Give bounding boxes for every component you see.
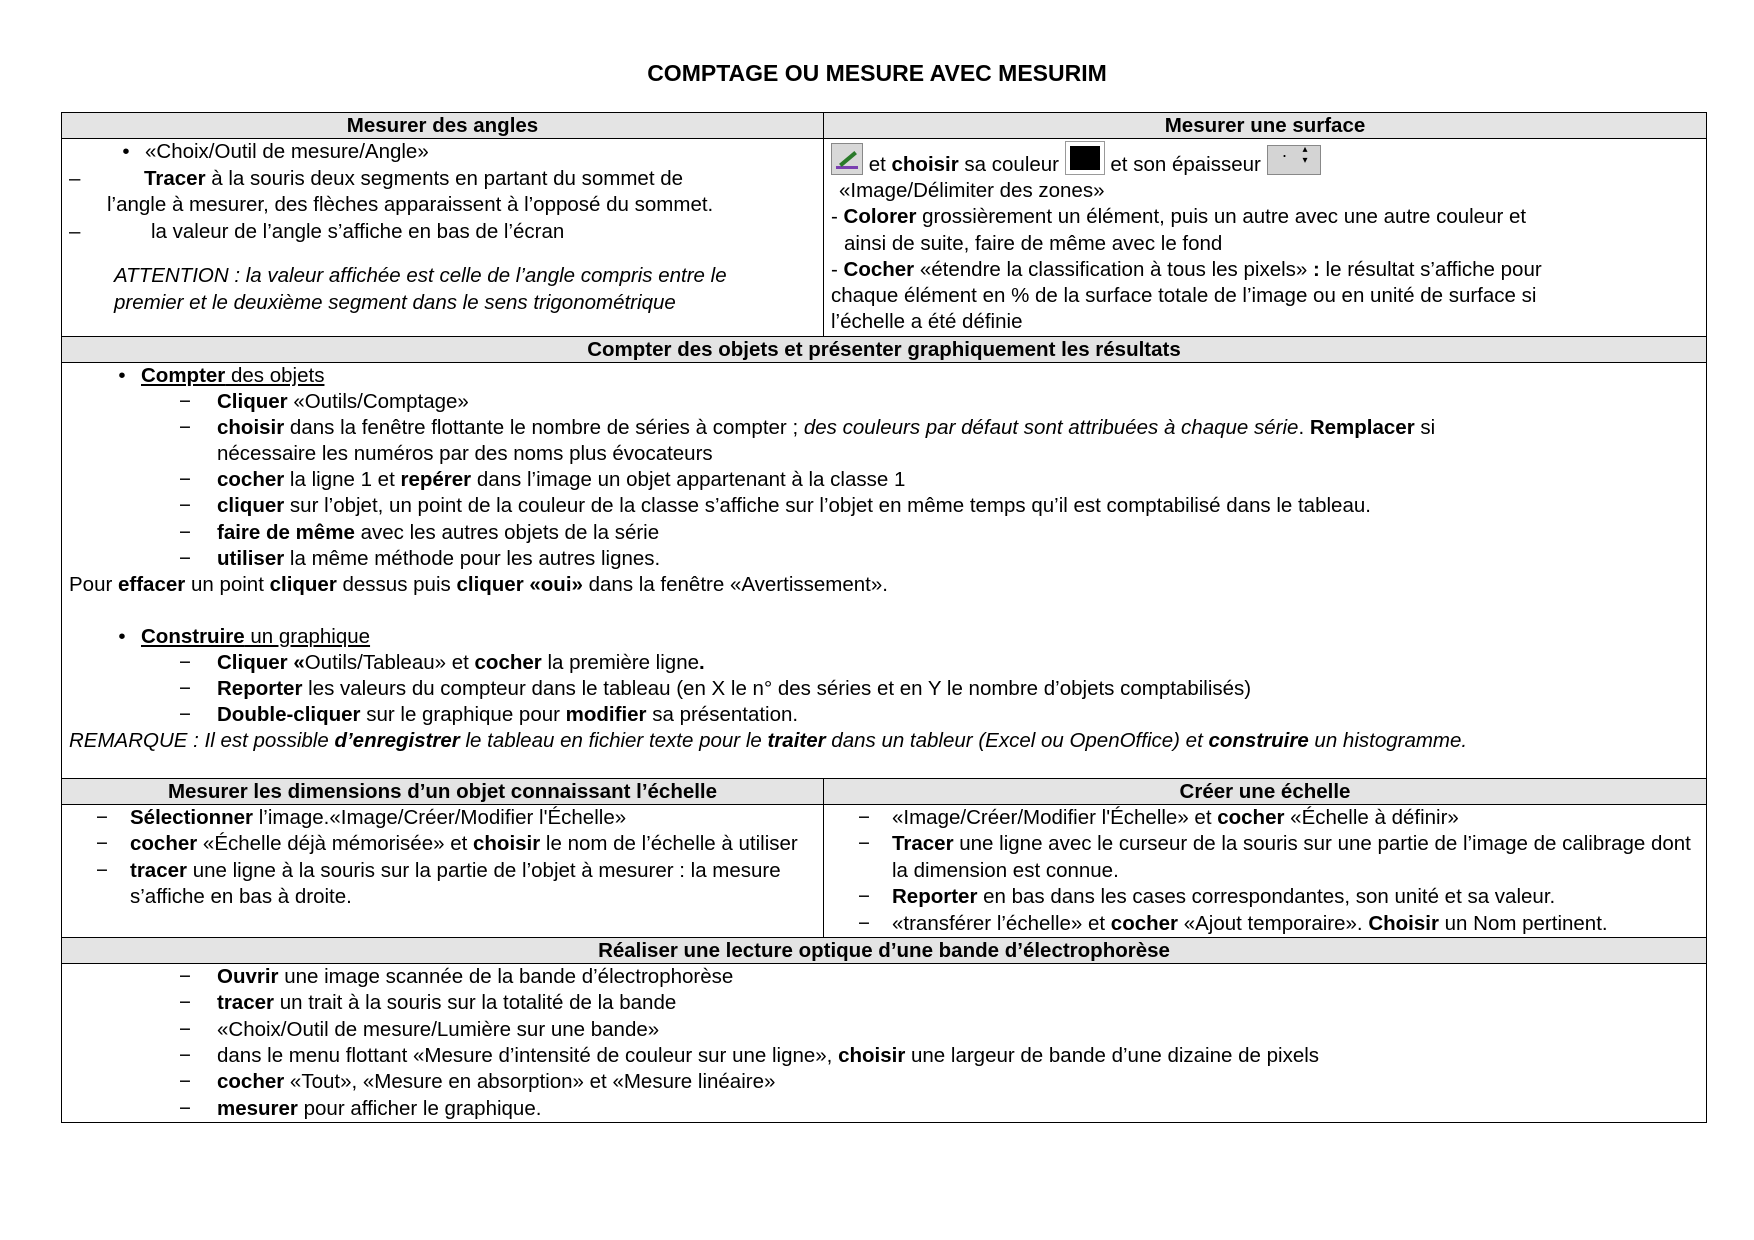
- cell-angles: • «Choix/Outil de mesure/Angle» – Tracer à la souris deux segments en partant du sommet de l’angle à mesurer, des flèches apparaissent à l’opposé du sommet. – la valeur de l’angle s’affiche en bas de l’écran ATTENTION : la valeur affichée est celle de l’angle compris entre le premier et le deuxième segment dans le sens trigonométrique: [62, 139, 824, 337]
- pencil-tool-icon[interactable]: [831, 143, 863, 175]
- header-surface: Mesurer une surface: [824, 113, 1707, 139]
- remarque-note: REMARQUE : Il est possible d’enregistrer le tableau en fichier texte pour le traiter dans un tableur (Excel ou OpenOffice) et construire un histogramme.: [69, 729, 1468, 753]
- dash: –: [69, 166, 81, 190]
- header-dimensions: Mesurer les dimensions d’un objet connaissant l’échelle: [62, 779, 824, 805]
- cell-compter: • Compter des objets − Cliquer «Outils/Comptage» − choisir dans la fenêtre flottante le nombre de séries à compter ; des couleurs par défaut sont attribuées à chaque série. Remplacer si nécessaire les numéros par des noms plus évocateurs − cocher la ligne 1 et repérer dans l’image un objet appartenant à la classe 1 − cliquer sur l’objet, un point de la couleur de la classe s’affiche sur l’objet en même temps qu’il est comptabilisé dans le tableau. − faire de même avec les autres objets de la série − utiliser la même méthode pour les autres lignes. Pour effacer un point cliquer dessus puis cliquer «oui» dans la fenêtre «Avertissement». • Construire un graphique − Cliquer «Outils/Tableau» et cocher la première ligne. − Reporter les valeurs du compteur dans le tableau (en X le n° des séries et en Y le nombre d’objets comptabilisés) − Double-cliquer sur le graphique pour modifier sa présentation. REMARQUE : Il est possible d’enregistrer le tableau en fichier texte pour le traiter dans un tableur (Excel ou OpenOffice) et construire un histogramme.: [62, 363, 1707, 779]
- cell-surface: et choisir sa couleur et son épaisseur · ▴▾ «Image/Délimiter des zones» - Colorer grossièrement un élément, puis un autre avec une autre couleur et ainsi de suite, faire de même avec le fond - Cocher «étendre la classification à tous les pixels» : le résultat s’affiche pour chaque élément en % de la surface totale de l’image ou en unité de surface si l’échelle a été définie: [824, 139, 1707, 337]
- thickness-spinner-icon[interactable]: [1267, 145, 1321, 175]
- cell-electro: − Ouvrir une image scannée de la bande d’électrophorèse − tracer un trait à la souris sur la totalité de la bande − «Choix/Outil de mesure/Lumière sur une bande» − dans le menu flottant «Mesure d’intensité de couleur sur une ligne», choisir une largeur de bande d’une dizaine de pixels − cocher «Tout», «Mesure en absorption» et «Mesure linéaire» − mesurer pour afficher le graphique.: [62, 964, 1707, 1123]
- instruction-table: [61, 112, 1706, 1123]
- header-echelle: Créer une échelle: [824, 779, 1707, 805]
- cell-echelle: − «Image/Créer/Modifier l'Échelle» et cocher «Échelle à définir» − Tracer une ligne avec le curseur de la souris sur une partie de l’image de calibrage dont la dimension est connue. − Reporter en bas dans les cases correspondantes, son unité et sa valeur. − «transférer l’échelle» et cocher «Ajout temporaire». Choisir un Nom pertinent.: [824, 805, 1707, 938]
- header-electro: Réaliser une lecture optique d’une bande d’électrophorèse: [62, 938, 1707, 964]
- color-swatch-icon[interactable]: [1065, 141, 1105, 175]
- page-title: COMPTAGE OU MESURE AVEC MESURIM: [647, 60, 1107, 86]
- effacer-note: Pour effacer un point cliquer dessus puis cliquer «oui» dans la fenêtre «Avertissement».: [69, 572, 888, 596]
- attention-note: ATTENTION : la valeur affichée est celle de l’angle compris entre le: [114, 264, 727, 287]
- header-compter: Compter des objets et présenter graphiquement les résultats: [62, 337, 1707, 363]
- bullet: •: [122, 140, 130, 163]
- dash: –: [69, 219, 81, 243]
- header-angles: Mesurer des angles: [62, 113, 824, 139]
- cell-dimensions: − Sélectionner l’image.«Image/Créer/Modifier l'Échelle» − cocher «Échelle déjà mémorisée» et choisir le nom de l’échelle à utiliser − tracer une ligne à la souris sur la partie de l’objet à mesurer : la mesure s’affiche en bas à droite.: [62, 805, 824, 938]
